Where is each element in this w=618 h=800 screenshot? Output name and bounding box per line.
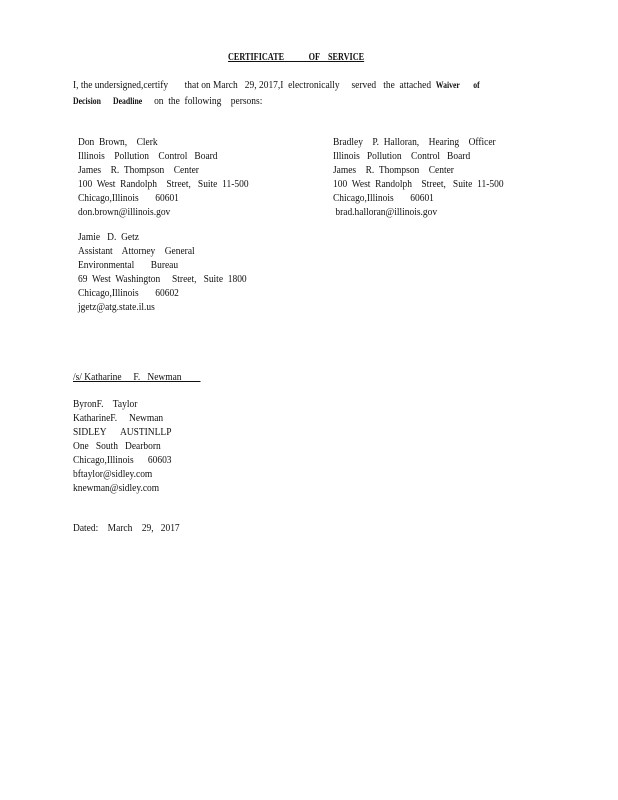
sender-block (73, 397, 172, 495)
email-line: jgetz@atg.state.il.us (78, 301, 155, 313)
document-title: CERTIFICATE OF SERVICE (228, 52, 365, 63)
sender-line: ByronF. Taylor (73, 398, 138, 410)
address-line: Bradley P. Halloran, Hearing Officer (333, 136, 496, 148)
recipient-block-attorney-general (78, 230, 247, 314)
sender-line: KatharineF. Newman (73, 412, 164, 424)
intro-text-c: on the following persons: (142, 95, 263, 107)
address-line: Environmental Bureau (78, 259, 179, 271)
electronic-signature: /s/ Katharine F. Newman _ _ (73, 371, 201, 383)
sender-line: One South Dearborn (73, 440, 161, 452)
address-line: 100 West Randolph Street, Suite 11-500 (333, 178, 504, 190)
dated-line: Dated: March 29, 2017 (73, 522, 180, 534)
address-line: Illinois Pollution Control Board (78, 150, 218, 162)
intro-line-2 (73, 95, 262, 107)
intro-text-a: I, the undersigned,certify that on March 29, 2017,I electronically served the attached (73, 79, 436, 91)
address-line: Illinois Pollution Control Board (333, 150, 471, 162)
sender-line: Chicago,Illinois 60603 (73, 454, 172, 466)
sender-line: SIDLEY AUSTINLLP (73, 426, 172, 438)
address-line: 100 West Randolph Street, Suite 11-500 (78, 178, 249, 190)
email-line: brad.halloran@illinois.gov (333, 206, 438, 218)
address-line: Jamie D. Getz (78, 231, 139, 243)
intro-of: of (459, 80, 480, 90)
sender-email: knewman@sidley.com (73, 482, 160, 494)
address-line: Chicago,Illinois 60602 (78, 287, 179, 299)
email-line: don.brown@illinois.gov (78, 206, 171, 218)
address-line: James R. Thompson Center (78, 164, 199, 176)
intro-decision: Decision (73, 96, 101, 106)
intro-line-1 (73, 79, 480, 91)
intro-waiver: Waiver (435, 80, 460, 90)
intro-deadline: Deadline (112, 96, 143, 106)
address-line: Chicago,Illinois 60601 (78, 192, 179, 204)
sender-email: bftaylor@sidley.com (73, 468, 153, 480)
address-line: Chicago,Illinois 60601 (333, 192, 434, 204)
address-line: James R. Thompson Center (333, 164, 454, 176)
recipient-block-hearing-officer (333, 135, 504, 219)
address-line: Assistant Attorney General (78, 245, 195, 257)
recipient-block-clerk (78, 135, 249, 219)
address-line: 69 West Washington Street, Suite 1800 (78, 273, 247, 285)
address-line: Don Brown, Clerk (78, 136, 158, 148)
